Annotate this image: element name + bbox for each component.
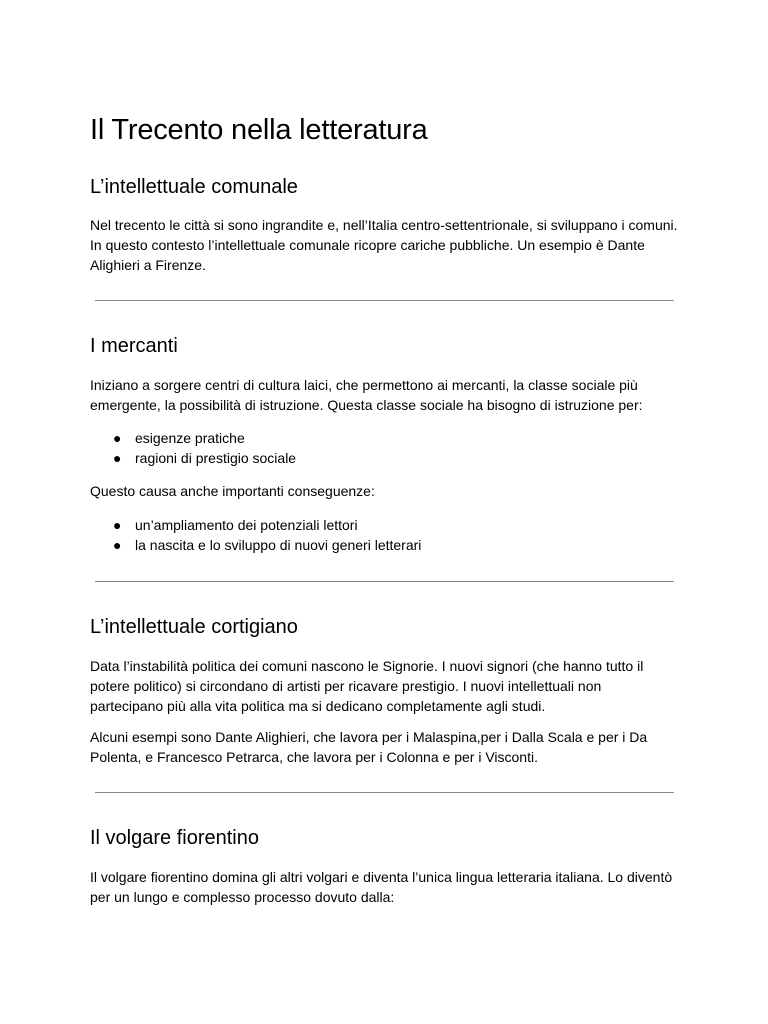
horizontal-divider — [95, 792, 674, 793]
bullet-list — [90, 515, 421, 555]
list-item-text: esigenze pratiche — [135, 430, 245, 446]
section-heading-mercanti: I mercanti — [90, 335, 178, 357]
list-item-text: ragioni di prestigio sociale — [135, 450, 297, 466]
paragraph: Alcuni esempi sono Dante Alighieri, che lavora per i Malaspina,per i Dalla Scala e per i Da Polenta, e Francesco Petrarca, che lavora per i Colonna e per i Visconti. — [90, 729, 648, 765]
list-item — [90, 535, 421, 555]
horizontal-divider — [95, 581, 674, 582]
bullet-icon: ● — [113, 450, 122, 466]
list-item — [90, 428, 296, 448]
section-heading-intellettuale-comunale: L’intellettuale comunale — [90, 176, 298, 198]
list-item — [90, 515, 421, 535]
paragraph: Il volgare fiorentino domina gli altri volgari e diventa l’unica lingua letteraria italiana. Lo diventò per un lungo e complesso processo dovuto dalla: — [90, 869, 673, 905]
paragraph: Data l’instabilità politica dei comuni nascono le Signorie. I nuovi signori (che hanno tutto il potere politico) si circondano di artisti per ricavare prestigio. I nuovi intellettuali non partecipano più alla vita politica ma si dedicano completamente agli studi. — [90, 658, 644, 714]
section-heading-intellettuale-cortigiano: L’intellettuale cortigiano — [90, 616, 298, 638]
list-item — [90, 448, 296, 468]
paragraph: Questo causa anche importanti conseguenze: — [90, 483, 375, 499]
document-title: Il Trecento nella letteratura — [90, 114, 428, 146]
bullet-icon: ● — [113, 517, 122, 533]
bullet-icon: ● — [113, 430, 122, 446]
list-item-text: la nascita e lo sviluppo di nuovi generi letterari — [135, 537, 422, 553]
paragraph: Nel trecento le città si sono ingrandite e, nell’Italia centro-settentrionale, si sviluppano i comuni. In questo contesto l’intellettuale comunale ricopre cariche pubbliche. Un esempio è Dante Alighieri a Firenze. — [90, 217, 678, 273]
horizontal-divider — [95, 300, 674, 301]
list-item-text: un’ampliamento dei potenziali lettori — [135, 517, 358, 533]
section-heading-volgare-fiorentino: Il volgare fiorentino — [90, 827, 259, 849]
bullet-list — [90, 428, 296, 468]
bullet-icon: ● — [113, 537, 122, 553]
paragraph: Iniziano a sorgere centri di cultura laici, che permettono ai mercanti, la classe sociale più emergente, la possibilità di istruzione. Questa classe sociale ha bisogno di istruzione per: — [90, 377, 643, 413]
